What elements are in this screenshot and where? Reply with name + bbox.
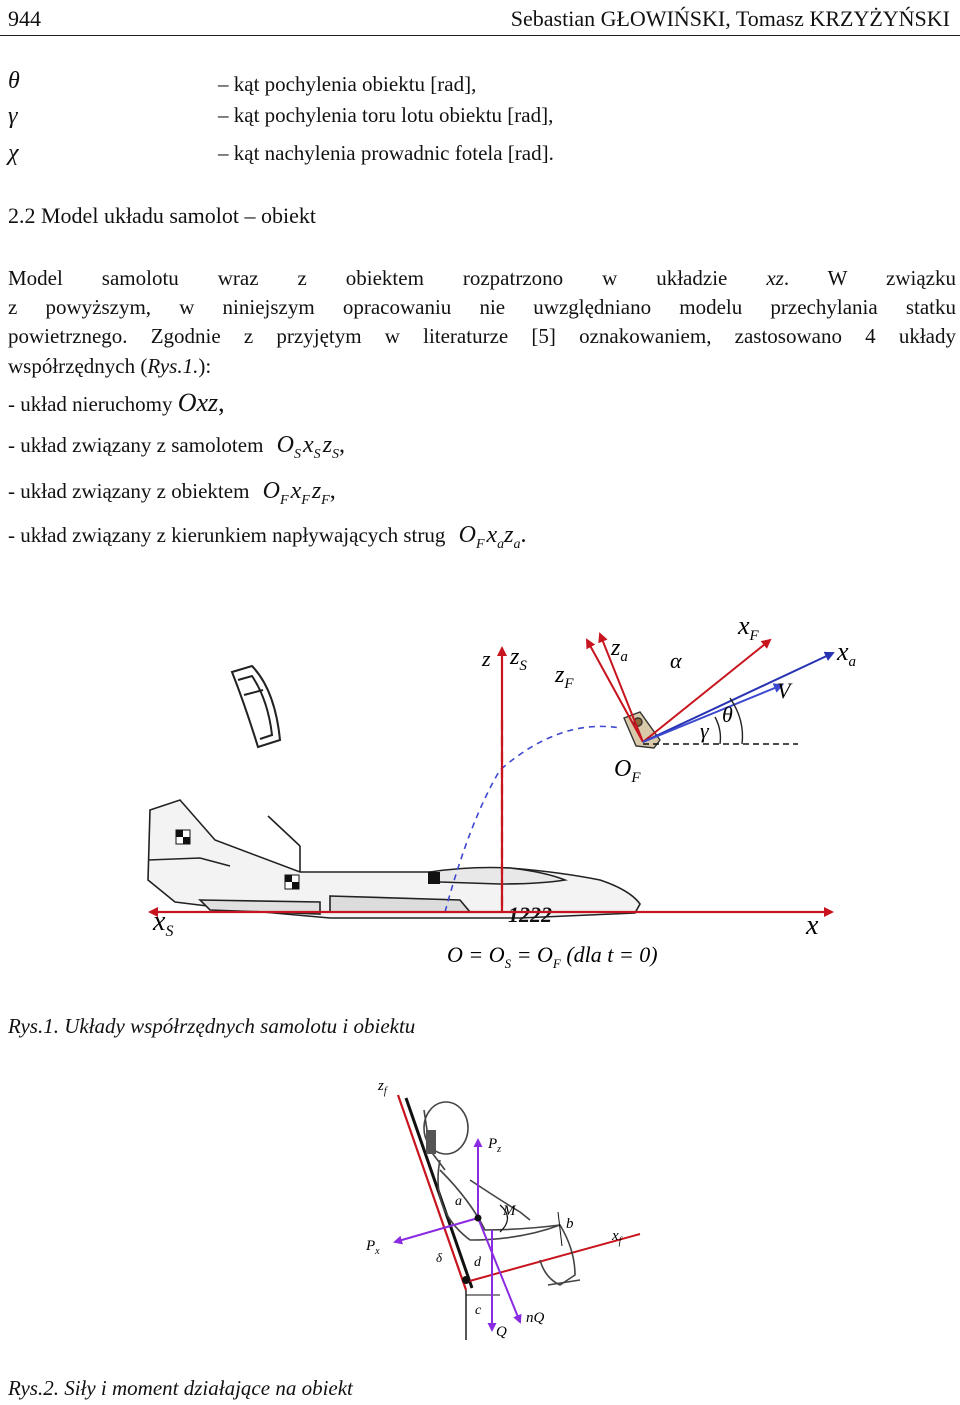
velocity-vector — [643, 685, 782, 742]
figure-1-caption: Rys.1. Układy współrzędnych samolotu i obiektu — [8, 1014, 416, 1038]
system-label: - układ związany z obiektem — [8, 479, 250, 503]
paragraph-text: współrzędnych ( — [8, 354, 148, 378]
symbol-chi-definition: – kąt nachylenia prowadnic fotela [rad]. — [218, 141, 554, 165]
system-label: - układ nieruchomy — [8, 392, 173, 416]
label-z: z — [482, 646, 491, 671]
section-heading: 2.2 Model układu samolot – obiekt — [8, 203, 316, 228]
system-label: - układ związany z kierunkiem napływających strug — [8, 523, 446, 547]
gamma-arc — [715, 717, 720, 744]
page-number: 944 — [8, 6, 41, 31]
paragraph-text: ): — [198, 354, 212, 378]
force-nq — [478, 1218, 520, 1322]
label-delta: δ — [436, 1250, 443, 1265]
math-xz: xz — [766, 266, 784, 290]
math-coord-system: $O_F$ $x_F$ $z_F$, — [262, 478, 336, 508]
paragraph-text: Model samolotu wraz z obiektem rozpatrzono w układzie — [8, 266, 767, 290]
math-coord-system: $O_F$ $x_az_a$. — [458, 522, 527, 552]
label-q: Q — [496, 1324, 507, 1340]
label-moment: M — [503, 1203, 516, 1219]
label-xa: $x_a$ — [837, 637, 857, 670]
force-px — [395, 1218, 478, 1242]
label-x: x — [806, 910, 819, 941]
label-za: $z_a$ — [611, 635, 628, 665]
label-d: d — [474, 1255, 481, 1270]
paragraph-line-2: z powyższym, w niniejszym opracowaniu nie uwzględniano modelu przechylania statku — [8, 295, 956, 319]
symbol-theta: θ — [8, 68, 20, 94]
paragraph-line-3: powietrznego. Zgodnie z przyjętym w literaturze [5] oznakowaniem, zastosowano 4 układy — [8, 324, 956, 348]
canopy-drawing — [232, 666, 280, 747]
symbol-gamma-definition: – kąt pochylenia toru lotu obiektu [rad], — [218, 103, 554, 127]
paragraph-line-1 — [8, 264, 956, 294]
label-of: $O_F$ — [614, 756, 641, 786]
math-coord-system: $O_S$ $x_S$ $z_S$, — [276, 432, 346, 462]
symbol-gamma: γ — [8, 103, 18, 129]
label-px: $P_x$ — [366, 1238, 380, 1257]
label-a: a — [455, 1194, 462, 1209]
paragraph-line-4 — [8, 352, 956, 382]
symbol-chi: χ — [8, 140, 19, 166]
figure-2-diagram — [0, 1065, 960, 1345]
label-gamma: γ — [700, 718, 709, 743]
system-list-item — [8, 522, 527, 553]
label-nq: nQ — [526, 1310, 545, 1326]
punctuation: , — [218, 388, 225, 417]
label-pz: $P_z$ — [488, 1136, 502, 1155]
label-zf: $z_f$ — [378, 1078, 387, 1097]
label-xf: $x_F$ — [738, 611, 759, 644]
seat-pivot — [462, 1276, 470, 1284]
label-velocity: V — [777, 678, 791, 703]
label-b: b — [566, 1216, 574, 1232]
math-oxz: Oxz — [177, 388, 219, 417]
system-list-item — [8, 478, 336, 509]
label-xf: $x_f$ — [612, 1228, 622, 1247]
symbol-theta-definition: – kąt pochylenia obiektu [rad], — [218, 72, 477, 96]
label-alpha: α — [670, 648, 682, 673]
center-of-mass — [475, 1215, 482, 1222]
label-zf: $z_F$ — [555, 662, 574, 692]
figure-reference: Rys.1. — [147, 354, 199, 378]
system-label: - układ związany z samolotem — [8, 433, 264, 457]
figure-2-caption: Rys.2. Siły i moment działające na obiekt — [8, 1376, 353, 1400]
axis-zf — [398, 1095, 466, 1290]
figure-1-diagram — [0, 600, 960, 980]
system-list-item — [8, 388, 225, 418]
label-xs: $x_S$ — [153, 906, 174, 940]
paragraph-text: . W związku — [783, 266, 956, 290]
label-zs: $z_S$ — [510, 644, 527, 674]
aircraft-drawing — [148, 800, 640, 918]
system-list-item — [8, 432, 345, 463]
label-theta: θ — [722, 702, 733, 727]
label-c: c — [475, 1303, 482, 1318]
origin-equation: $O = O_S = O_F$ (dla t = 0) — [447, 942, 658, 971]
running-header-authors: Sebastian GŁOWIŃSKI, Tomasz KRZYŻYŃSKI — [510, 6, 950, 31]
aircraft-number: 1222 — [508, 902, 552, 927]
header-rule — [0, 35, 960, 36]
